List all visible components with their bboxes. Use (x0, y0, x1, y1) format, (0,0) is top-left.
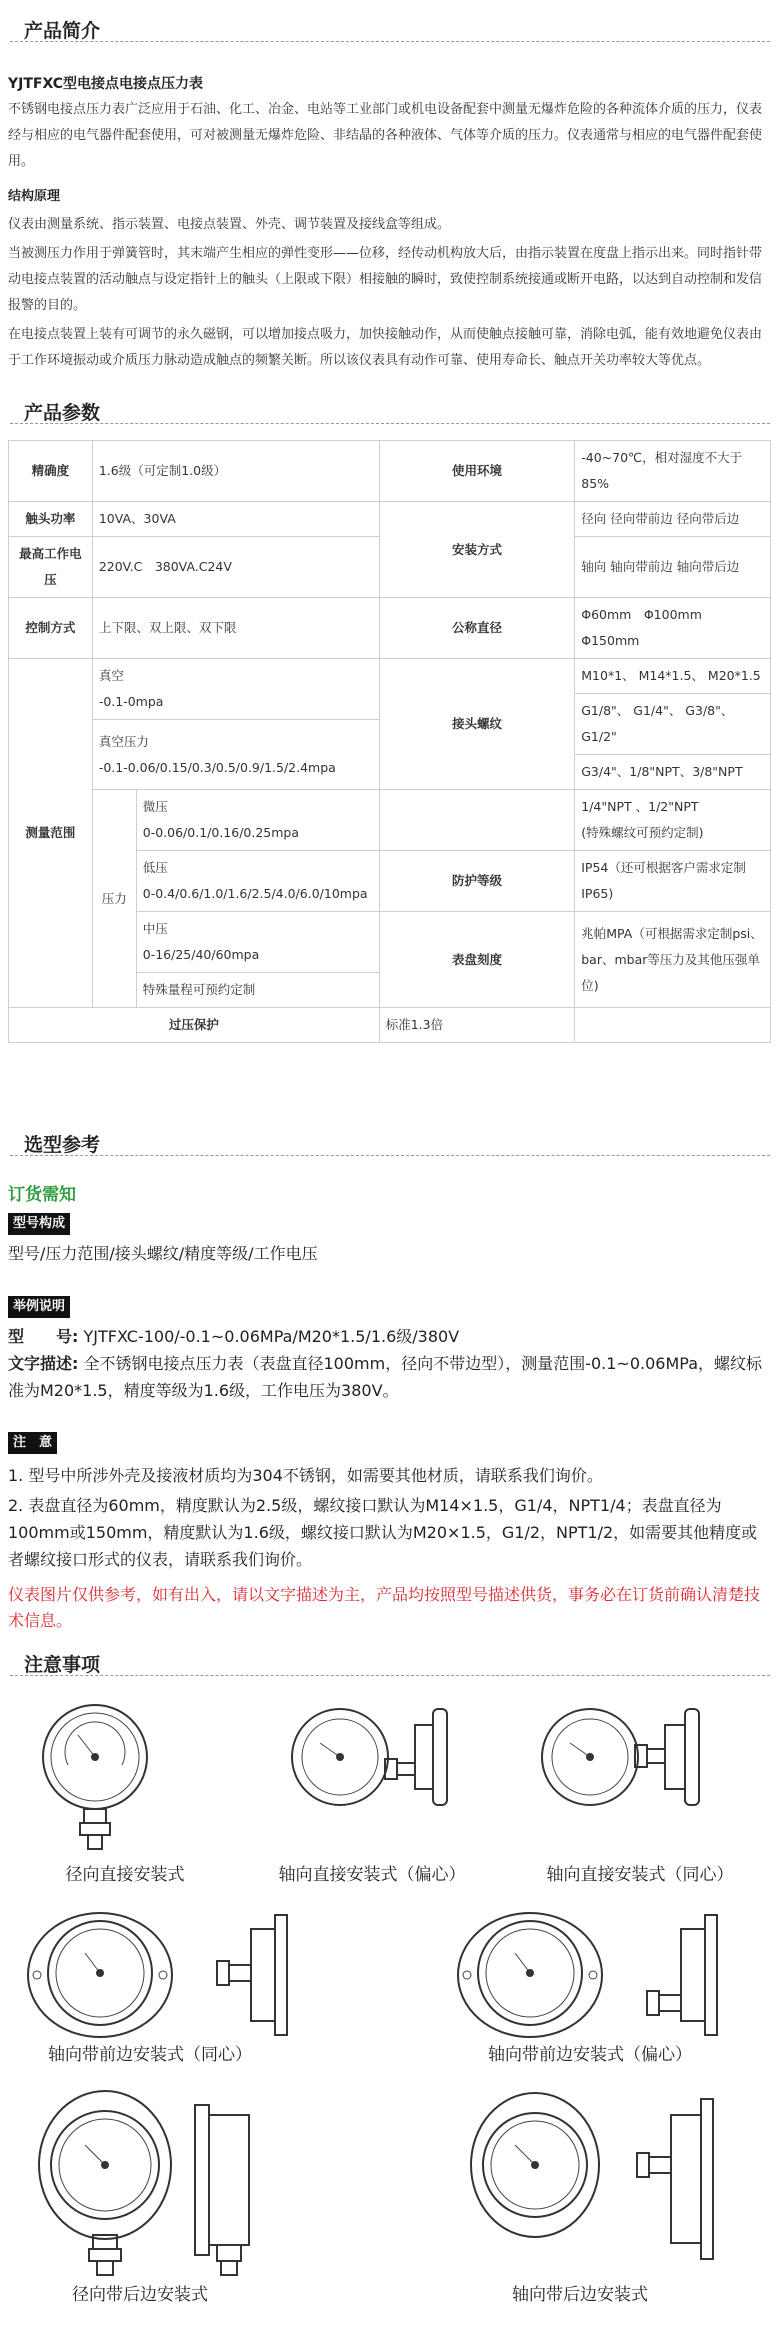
accuracy-value: 1.6级（可定制1.0级） (92, 441, 379, 502)
table-row (9, 598, 771, 659)
axial-direct-concentric-gauge-drawing (535, 1695, 705, 1855)
thread-value-2: G1/8"、 G1/4"、 G3/8"、 G1/2" (575, 694, 771, 755)
thread-extra-label (379, 790, 575, 851)
structure-paragraph-1: 仪表由测量系统、指示装置、电接点装置、外壳、调节装置及接线盒等组成。 (8, 217, 451, 232)
section-title: 产品参数 (24, 402, 101, 424)
caption-axial-direct-eccentric: 轴向直接安装式（偏心） (278, 1865, 466, 1885)
install-label: 安装方式 (379, 502, 575, 598)
pressure-label: 压力 (92, 790, 136, 1008)
radial-direct-gauge-drawing (30, 1695, 160, 1855)
empty-cell (575, 1008, 771, 1043)
mid-cell (136, 912, 379, 973)
table-row (9, 1008, 771, 1043)
vacuum-pressure-cell (92, 720, 379, 790)
dial-value: 兆帕MPA（可根据需求定制psi、bar、mbar等压力及其他压强单位) (575, 912, 771, 1008)
vacuum-cell (92, 659, 379, 720)
table-row (9, 502, 771, 537)
example-tag: 举例说明 (8, 1296, 70, 1318)
red-disclaimer: 仪表图片仅供参考，如有出入，请以文字描述为主，产品均按照型号描述供货，事务必在订货前确认清楚技术信息。 (8, 1585, 761, 1630)
section-title: 注意事项 (24, 1654, 101, 1676)
axial-back-flange-drawing (465, 2085, 725, 2280)
caption-radial-direct: 径向直接安装式 (65, 1865, 185, 1885)
thread-value-1: M10*1、 M14*1.5、 M20*1.5 (575, 659, 771, 694)
model-tag: 型号构成 (8, 1213, 70, 1235)
product-title: YJTFXC型电接点电接点压力表 (8, 76, 204, 92)
env-label: 使用环境 (379, 441, 575, 502)
special-range: 特殊量程可预约定制 (136, 973, 379, 1008)
vacuum-pressure-value: -0.1-0.06/0.15/0.3/0.5/0.9/1.5/2.4mpa (98, 759, 336, 775)
axial-direct-eccentric-gauge-drawing (285, 1695, 455, 1855)
micro-label: 微压 (142, 799, 168, 814)
overload-label: 过压保护 (9, 1008, 380, 1043)
structure-paragraph-2: 当被测压力作用于弹簧管时，其末端产生相应的弹性变形——位移，经传动机构放大后，由指示装置在度盘上指示出来。同时指针带动电接点装置的活动触点与设定指针上的触头（上限或下限）相接触的瞬时，致使控制系统接通或断开电路，以达到自动控制和发信报警的目的。 (8, 246, 763, 313)
install-radial-value: 径向 径向带前边 径向带后边 (575, 502, 771, 537)
section-title: 产品简介 (24, 20, 101, 42)
vacuum-value: -0.1-0mpa (98, 694, 164, 709)
mid-value: 0-16/25/40/60mpa (142, 947, 260, 962)
note-2: 2. 表盘直径为60mm，精度默认为2.5级，螺纹接口默认为M14×1.5，G1/4，NPT1/4；表盘直径为100mm或150mm，精度默认为1.6级，螺纹接口默认为M20×1.5，G1/2，NPT1/2，如需要其他精度或者螺纹接口形式的仪表，请联系我们询价。 (8, 1496, 758, 1569)
env-value: -40~70℃，相对湿度不大于85% (575, 441, 771, 502)
text-description (8, 1350, 768, 1404)
max-voltage-label: 最高工作电压 (9, 537, 93, 598)
low-label: 低压 (142, 860, 168, 875)
section-header-intro (10, 12, 770, 42)
text-description-value: 全不锈钢电接点压力表（表盘直径100mm，径向不带边型），测量范围-0.1~0.06MPa，螺纹标准为M20*1.5，精度等级为1.6级，工作电压为380V。 (8, 1354, 763, 1400)
spec-table (8, 440, 771, 1043)
caption-axial-front-eccentric: 轴向带前边安装式（偏心） (488, 2045, 692, 2065)
section-title: 选型参考 (24, 1134, 101, 1156)
install-axial-value: 轴向 轴向带前边 轴向带后边 (575, 537, 771, 598)
table-row (9, 790, 771, 851)
order-title: 订货需知 (8, 1185, 76, 1205)
section-header-params (10, 394, 770, 424)
overload-value: 标准1.3倍 (379, 1008, 575, 1043)
max-voltage-value: 220V.C 380VA.C24V (92, 537, 379, 598)
protection-label: 防护等级 (379, 851, 575, 912)
model-example (8, 1323, 768, 1350)
caption-radial-back: 径向带后边安装式 (72, 2285, 208, 2305)
section-divider (10, 423, 770, 424)
section-divider (10, 1675, 770, 1676)
range-label: 测量范围 (9, 659, 93, 1008)
mid-label: 中压 (142, 921, 168, 936)
model-example-value: YJTFXC-100/-0.1~0.06MPa/M20*1.5/1.6级/380V (83, 1327, 460, 1346)
table-row (9, 659, 771, 694)
contact-power-label: 触头功率 (9, 502, 93, 537)
diameter-value: Φ60mm Φ100mm Φ150mm (575, 598, 771, 659)
micro-cell (136, 790, 379, 851)
vacuum-label: 真空 (98, 668, 124, 683)
structure-paragraph-3: 在电接点装置上装有可调节的永久磁钢，可以增加接点吸力，加快接触动作，从而使触点接触可靠，消除电弧，能有效地避免仪表由于工作环境振动或介质压力脉动造成触点的频繁关断。所以该仪表具有动作可靠、使用寿命长、触点开关功率较大等优点。 (8, 327, 763, 368)
thread-value-4: 1/4"NPT 、1/2"NPT (581, 799, 699, 814)
thread-value-5: (特殊螺纹可预约定制) (581, 825, 704, 840)
table-row (9, 441, 771, 502)
axial-front-flange-eccentric-drawing (455, 1905, 725, 2045)
radial-back-flange-drawing (35, 2085, 285, 2280)
note-tag: 注 意 (8, 1432, 57, 1454)
low-value: 0-0.4/0.6/1.0/1.6/2.5/4.0/6.0/10mpa (142, 886, 368, 901)
control-value: 上下限、双上限、双下限 (92, 598, 379, 659)
section-header-selection (10, 1126, 770, 1156)
contact-power-value: 10VA、30VA (92, 502, 379, 537)
section-divider (10, 1155, 770, 1156)
diameter-label: 公称直径 (379, 598, 575, 659)
axial-front-flange-concentric-drawing (25, 1905, 295, 2045)
product-description: 不锈钢电接点压力表广泛应用于石油、化工、冶金、电站等工业部门或机电设备配套中测量无爆炸危险的各种流体介质的压力，仪表经与相应的电气器件配套使用，可对被测量无爆炸危险、非结晶的各种液体、气体等介质的压力。仪表通常与相应的电气器件配套使用。 (8, 102, 763, 169)
structure-title: 结构原理 (8, 189, 61, 204)
dial-label: 表盘刻度 (379, 912, 575, 1008)
model-text: 型号/压力范围/接头螺纹/精度等级/工作电压 (8, 1244, 318, 1263)
caption-axial-direct-concentric: 轴向直接安装式（同心） (546, 1865, 734, 1885)
caption-axial-front-concentric: 轴向带前边安装式（同心） (48, 2045, 252, 2065)
section-divider (10, 41, 770, 42)
caption-axial-back: 轴向带后边安装式 (512, 2285, 648, 2305)
note-1: 1. 型号中所涉外壳及接液材质均为304不锈钢，如需要其他材质，请联系我们询价。 (8, 1466, 603, 1485)
thread-extra-cell (575, 790, 771, 851)
thread-label: 接头螺纹 (379, 659, 575, 790)
model-example-label: 型 号: (8, 1327, 79, 1346)
accuracy-label: 精确度 (9, 441, 93, 502)
micro-value: 0-0.06/0.1/0.16/0.25mpa (142, 825, 300, 840)
thread-value-3: G3/4"、1/8"NPT、3/8"NPT (575, 755, 771, 790)
low-cell (136, 851, 379, 912)
vacuum-pressure-label: 真空压力 (98, 733, 149, 749)
protection-value: IP54（还可根据客户需求定制IP65) (575, 851, 771, 912)
section-header-notes (10, 1646, 770, 1676)
control-label: 控制方式 (9, 598, 93, 659)
text-description-label: 文字描述: (8, 1354, 79, 1373)
